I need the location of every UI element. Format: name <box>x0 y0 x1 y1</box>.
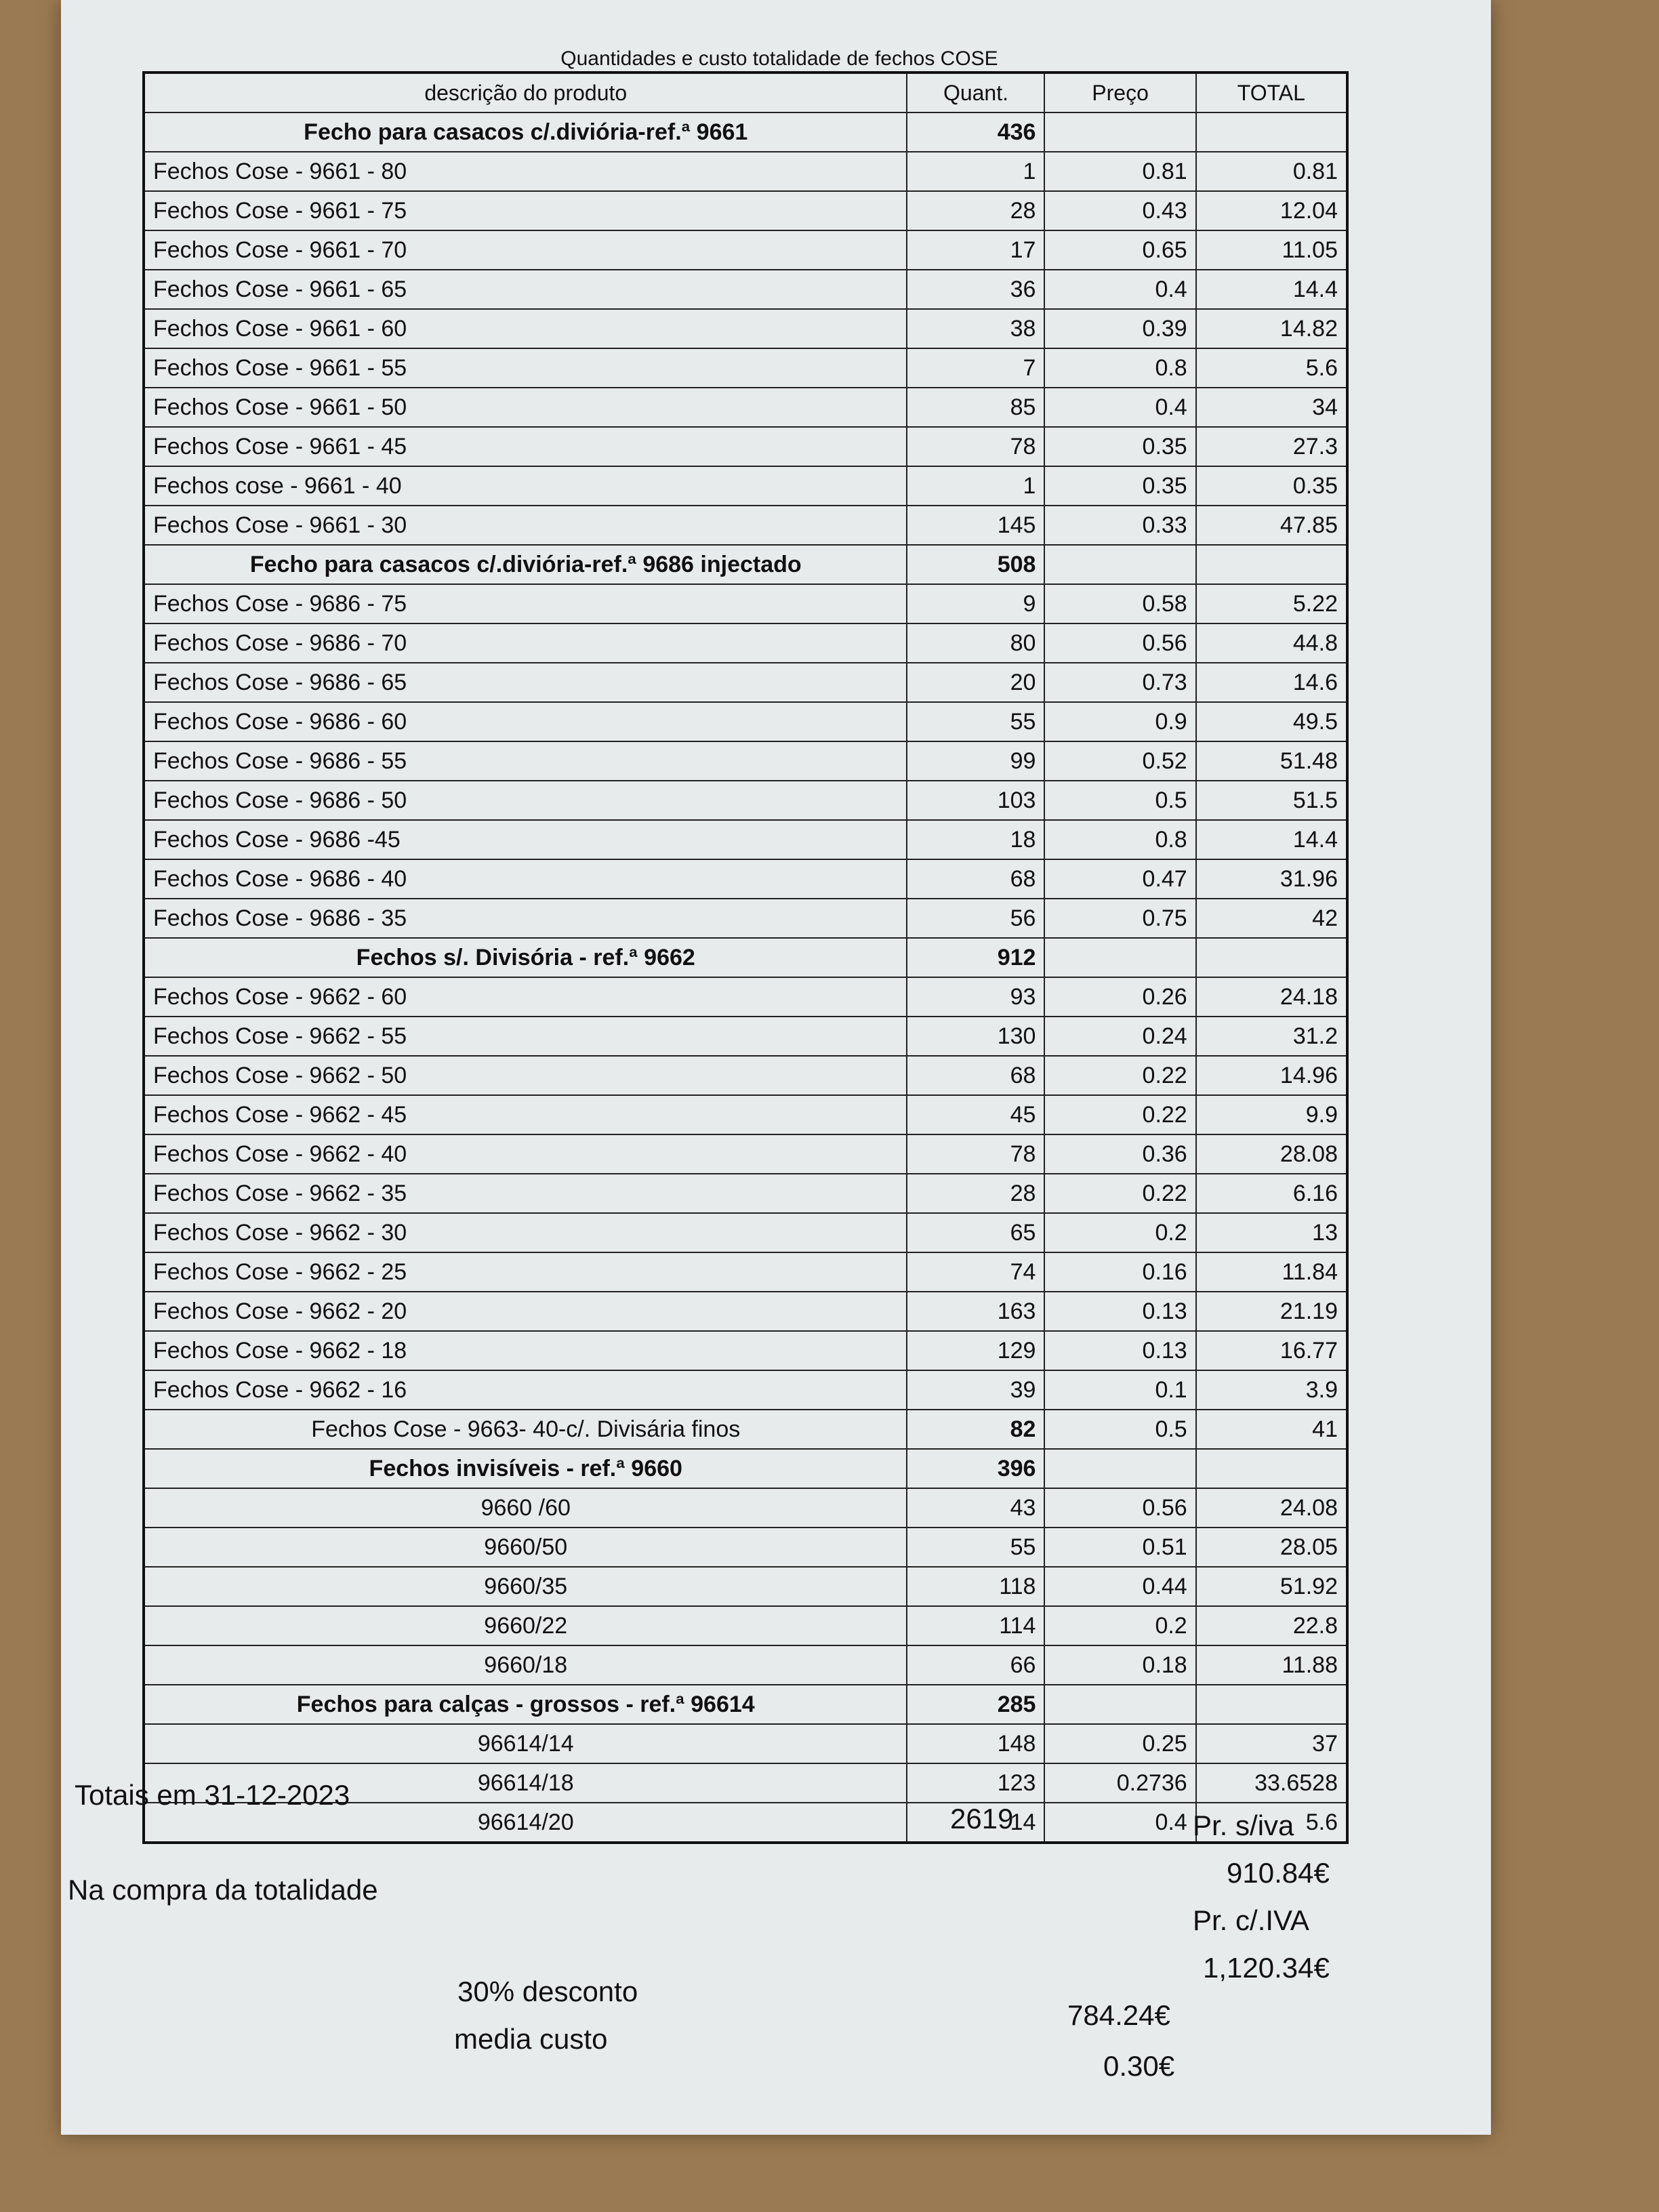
table-row <box>144 1252 1347 1292</box>
row-total: 11.84 <box>1196 1252 1347 1292</box>
header-description: descrição do produto <box>144 73 907 112</box>
row-quantity: 36 <box>907 270 1044 309</box>
row-price: 0.18 <box>1044 1645 1195 1685</box>
row-total: 0.81 <box>1196 152 1347 191</box>
table-body <box>144 112 1347 1843</box>
row-price: 0.25 <box>1044 1724 1195 1763</box>
row-price: 0.47 <box>1044 859 1195 899</box>
document-title: Quantidades e custo totalidade de fechos COSE <box>560 47 998 70</box>
section-row <box>144 1685 1347 1724</box>
table-row <box>144 623 1347 663</box>
row-price: 0.2 <box>1044 1606 1195 1645</box>
row-description: Fechos Cose - 9686 - 70 <box>144 623 907 663</box>
row-description: Fechos Cose - 9662 - 30 <box>144 1213 907 1252</box>
row-quantity: 7 <box>907 348 1044 388</box>
row-price <box>1044 1449 1195 1488</box>
table-row <box>144 1724 1347 1763</box>
table-row <box>144 1606 1347 1645</box>
row-total: 51.92 <box>1196 1567 1347 1606</box>
table-row <box>144 899 1347 938</box>
row-total: 5.6 <box>1196 1803 1347 1843</box>
row-description: Fechos Cose - 9661 - 80 <box>144 152 907 191</box>
row-price: 0.9 <box>1044 702 1195 741</box>
row-description: Fechos Cose - 9662 - 40 <box>144 1134 907 1174</box>
discount-label: 30% desconto <box>457 1975 638 2007</box>
table-row <box>144 230 1347 270</box>
document-sheet <box>61 0 1491 2135</box>
row-total: 28.08 <box>1196 1134 1347 1174</box>
row-total: 49.5 <box>1196 702 1347 741</box>
row-quantity: 45 <box>907 1095 1044 1134</box>
row-description: 9660/50 <box>144 1528 907 1567</box>
row-quantity: 508 <box>907 545 1044 584</box>
row-price: 0.8 <box>1044 820 1195 859</box>
row-total: 27.3 <box>1196 427 1347 466</box>
section-row <box>144 112 1347 152</box>
row-total: 51.5 <box>1196 781 1347 820</box>
section-row <box>144 1449 1347 1488</box>
row-total: 14.4 <box>1196 270 1347 309</box>
row-price: 0.43 <box>1044 191 1195 230</box>
table-row <box>144 1567 1347 1606</box>
row-description: Fechos Cose - 9662 - 16 <box>144 1370 907 1410</box>
row-quantity: 123 <box>907 1763 1044 1803</box>
table-header-row <box>144 73 1347 112</box>
row-total: 11.88 <box>1196 1645 1347 1685</box>
row-quantity: 396 <box>907 1449 1044 1488</box>
row-price: 0.44 <box>1044 1567 1195 1606</box>
price-no-vat-value: 910.84€ <box>1227 1857 1330 1889</box>
row-quantity: 82 <box>907 1410 1044 1449</box>
row-quantity: 39 <box>907 1370 1044 1410</box>
row-total: 6.16 <box>1196 1174 1347 1213</box>
row-quantity: 56 <box>907 899 1044 938</box>
row-description: 96614/14 <box>144 1724 907 1763</box>
row-total: 24.08 <box>1196 1488 1347 1528</box>
row-quantity: 43 <box>907 1488 1044 1528</box>
row-price <box>1044 112 1195 152</box>
row-quantity: 74 <box>907 1252 1044 1292</box>
row-quantity: 18 <box>907 820 1044 859</box>
header-total: TOTAL <box>1196 73 1347 112</box>
row-description: Fechos Cose - 9686 - 60 <box>144 702 907 741</box>
row-total: 44.8 <box>1196 623 1347 663</box>
row-price: 0.24 <box>1044 1017 1195 1056</box>
row-description: Fechos Cose - 9662 - 18 <box>144 1331 907 1370</box>
row-price: 0.13 <box>1044 1292 1195 1331</box>
row-price: 0.52 <box>1044 741 1195 781</box>
row-total: 14.4 <box>1196 820 1347 859</box>
row-total: 12.04 <box>1196 191 1347 230</box>
row-total: 21.19 <box>1196 1292 1347 1331</box>
row-description: 9660/22 <box>144 1606 907 1645</box>
totals-quantity: 2619 <box>950 1803 1014 1835</box>
table-row <box>144 859 1347 899</box>
row-total <box>1196 112 1347 152</box>
row-description: Fechos Cose - 9662 - 55 <box>144 1017 907 1056</box>
row-description: Fechos Cose - 9662 - 20 <box>144 1292 907 1331</box>
table-row <box>144 1134 1347 1174</box>
average-cost-value: 0.30€ <box>1103 2050 1175 2082</box>
table-row <box>144 977 1347 1017</box>
row-description: Fechos Cose - 9686 - 40 <box>144 859 907 899</box>
row-total: 5.22 <box>1196 584 1347 623</box>
row-description: Fechos Cose - 9661 - 60 <box>144 309 907 348</box>
row-price: 0.39 <box>1044 309 1195 348</box>
row-total: 14.6 <box>1196 663 1347 702</box>
row-quantity: 55 <box>907 1528 1044 1567</box>
row-quantity: 9 <box>907 584 1044 623</box>
table-row <box>144 348 1347 388</box>
row-price: 0.22 <box>1044 1095 1195 1134</box>
section-row <box>144 938 1347 977</box>
row-description: Fechos Cose - 9662 - 45 <box>144 1095 907 1134</box>
table-row <box>144 427 1347 466</box>
row-quantity: 66 <box>907 1645 1044 1685</box>
row-total <box>1196 1685 1347 1724</box>
row-total: 28.05 <box>1196 1528 1347 1567</box>
row-total: 9.9 <box>1196 1095 1347 1134</box>
discount-value: 784.24€ <box>1067 1999 1170 2031</box>
row-description: Fechos para calças - grossos - ref.ª 96614 <box>144 1685 907 1724</box>
row-total: 3.9 <box>1196 1370 1347 1410</box>
row-total: 42 <box>1196 899 1347 938</box>
row-price: 0.22 <box>1044 1056 1195 1095</box>
table-row <box>144 1017 1347 1056</box>
row-description: 9660/35 <box>144 1567 907 1606</box>
row-price: 0.73 <box>1044 663 1195 702</box>
table-row <box>144 466 1347 506</box>
row-price: 0.35 <box>1044 427 1195 466</box>
row-quantity: 78 <box>907 1134 1044 1174</box>
row-quantity: 285 <box>907 1685 1044 1724</box>
row-description: Fechos Cose - 9661 - 55 <box>144 348 907 388</box>
row-total <box>1196 545 1347 584</box>
row-quantity: 17 <box>907 230 1044 270</box>
price-no-vat-label: Pr. s/iva <box>1193 1809 1294 1841</box>
row-price: 0.33 <box>1044 506 1195 545</box>
row-price: 0.4 <box>1044 1803 1195 1843</box>
table-row <box>144 191 1347 230</box>
table-row <box>144 388 1347 427</box>
row-price: 0.8 <box>1044 348 1195 388</box>
products-table <box>142 71 1349 1844</box>
row-total: 16.77 <box>1196 1331 1347 1370</box>
row-quantity: 145 <box>907 506 1044 545</box>
table-row <box>144 152 1347 191</box>
row-price: 0.65 <box>1044 230 1195 270</box>
row-total: 41 <box>1196 1410 1347 1449</box>
table-row <box>144 1645 1347 1685</box>
row-price: 0.36 <box>1044 1134 1195 1174</box>
row-total: 31.96 <box>1196 859 1347 899</box>
row-price: 0.16 <box>1044 1252 1195 1292</box>
row-description: Fechos Cose - 9662 - 35 <box>144 1174 907 1213</box>
row-price <box>1044 1685 1195 1724</box>
row-description: Fechos Cose - 9662 - 25 <box>144 1252 907 1292</box>
row-quantity: 28 <box>907 191 1044 230</box>
header-price: Preço <box>1044 73 1195 112</box>
row-price: 0.4 <box>1044 270 1195 309</box>
row-quantity: 103 <box>907 781 1044 820</box>
row-quantity: 38 <box>907 309 1044 348</box>
row-description: Fecho para casacos c/.diviória-ref.ª 9661 <box>144 112 907 152</box>
table-row <box>144 1056 1347 1095</box>
row-quantity: 68 <box>907 1056 1044 1095</box>
row-total: 33.6528 <box>1196 1763 1347 1803</box>
row-quantity: 912 <box>907 938 1044 977</box>
table-row <box>144 584 1347 623</box>
table-row <box>144 702 1347 741</box>
row-price: 0.5 <box>1044 1410 1195 1449</box>
row-quantity: 114 <box>907 1606 1044 1645</box>
row-description: 96614/20 <box>144 1803 907 1843</box>
row-quantity: 28 <box>907 1174 1044 1213</box>
row-total: 31.2 <box>1196 1017 1347 1056</box>
row-price: 0.2 <box>1044 1213 1195 1252</box>
row-total: 14.82 <box>1196 309 1347 348</box>
full-purchase-label: Na compra da totalidade <box>68 1874 378 1906</box>
table-row <box>144 309 1347 348</box>
table-row <box>144 270 1347 309</box>
row-price: 0.2736 <box>1044 1763 1195 1803</box>
table-row <box>144 1174 1347 1213</box>
table-row <box>144 1488 1347 1528</box>
row-price: 0.81 <box>1044 152 1195 191</box>
row-total: 51.48 <box>1196 741 1347 781</box>
row-price: 0.1 <box>1044 1370 1195 1410</box>
row-price: 0.56 <box>1044 623 1195 663</box>
row-quantity: 14 <box>907 1803 1044 1843</box>
row-description: Fechos cose - 9661 - 40 <box>144 466 907 506</box>
row-quantity: 129 <box>907 1331 1044 1370</box>
row-price: 0.58 <box>1044 584 1195 623</box>
row-description: Fechos Cose - 9686 - 50 <box>144 781 907 820</box>
row-description: Fechos Cose - 9662 - 60 <box>144 977 907 1017</box>
row-total: 22.8 <box>1196 1606 1347 1645</box>
row-total: 37 <box>1196 1724 1347 1763</box>
row-total <box>1196 938 1347 977</box>
header-quantity: Quant. <box>907 73 1044 112</box>
row-price: 0.5 <box>1044 781 1195 820</box>
row-description: Fechos s/. Divisória - ref.ª 9662 <box>144 938 907 977</box>
price-vat-label: Pr. c/.IVA <box>1193 1904 1309 1936</box>
row-price: 0.13 <box>1044 1331 1195 1370</box>
row-price: 0.75 <box>1044 899 1195 938</box>
row-total: 34 <box>1196 388 1347 427</box>
row-total: 24.18 <box>1196 977 1347 1017</box>
row-total: 14.96 <box>1196 1056 1347 1095</box>
row-quantity: 436 <box>907 112 1044 152</box>
table-row <box>144 1213 1347 1252</box>
section-row <box>144 545 1347 584</box>
row-description: Fechos Cose - 9661 - 50 <box>144 388 907 427</box>
row-quantity: 130 <box>907 1017 1044 1056</box>
table-row <box>144 741 1347 781</box>
row-quantity: 55 <box>907 702 1044 741</box>
row-quantity: 80 <box>907 623 1044 663</box>
row-description: Fechos Cose - 9686 - 75 <box>144 584 907 623</box>
row-quantity: 99 <box>907 741 1044 781</box>
row-description: Fechos invisíveis - ref.ª 9660 <box>144 1449 907 1488</box>
row-description: Fechos Cose - 9662 - 50 <box>144 1056 907 1095</box>
row-quantity: 163 <box>907 1292 1044 1331</box>
row-description: Fechos Cose - 9661 - 70 <box>144 230 907 270</box>
table-row <box>144 1095 1347 1134</box>
row-quantity: 118 <box>907 1567 1044 1606</box>
table-row <box>144 820 1347 859</box>
row-description: Fecho para casacos c/.diviória-ref.ª 9686 injectado <box>144 545 907 584</box>
row-description: Fechos Cose - 9686 - 55 <box>144 741 907 781</box>
row-quantity: 1 <box>907 466 1044 506</box>
row-price: 0.4 <box>1044 388 1195 427</box>
row-description: 9660 /60 <box>144 1488 907 1528</box>
row-description: Fechos Cose - 9663- 40-c/. Divisária finos <box>144 1410 907 1449</box>
row-description: 96614/18 <box>144 1763 907 1803</box>
row-price <box>1044 545 1195 584</box>
row-quantity: 65 <box>907 1213 1044 1252</box>
row-description: Fechos Cose - 9686 - 65 <box>144 663 907 702</box>
row-total: 0.35 <box>1196 466 1347 506</box>
row-description: 9660/18 <box>144 1645 907 1685</box>
row-description: Fechos Cose - 9686 -45 <box>144 820 907 859</box>
row-price: 0.51 <box>1044 1528 1195 1567</box>
row-total: 11.05 <box>1196 230 1347 270</box>
row-description: Fechos Cose - 9686 - 35 <box>144 899 907 938</box>
row-total <box>1196 1449 1347 1488</box>
table-row <box>144 1410 1347 1449</box>
row-price: 0.26 <box>1044 977 1195 1017</box>
table-row <box>144 663 1347 702</box>
average-cost-label: media custo <box>454 2023 608 2055</box>
table-row <box>144 506 1347 545</box>
row-price: 0.22 <box>1044 1174 1195 1213</box>
row-description: Fechos Cose - 9661 - 65 <box>144 270 907 309</box>
row-description: Fechos Cose - 9661 - 30 <box>144 506 907 545</box>
row-quantity: 20 <box>907 663 1044 702</box>
row-quantity: 148 <box>907 1724 1044 1763</box>
table-row <box>144 1370 1347 1410</box>
row-price <box>1044 938 1195 977</box>
row-price: 0.56 <box>1044 1488 1195 1528</box>
row-total: 13 <box>1196 1213 1347 1252</box>
row-quantity: 68 <box>907 859 1044 899</box>
row-description: Fechos Cose - 9661 - 45 <box>144 427 907 466</box>
price-vat-value: 1,120.34€ <box>1203 1952 1330 1984</box>
row-quantity: 93 <box>907 977 1044 1017</box>
row-total: 5.6 <box>1196 348 1347 388</box>
row-total: 47.85 <box>1196 506 1347 545</box>
totals-label: Totais em 31-12-2023 <box>75 1779 350 1811</box>
row-price: 0.35 <box>1044 466 1195 506</box>
row-quantity: 78 <box>907 427 1044 466</box>
row-description: Fechos Cose - 9661 - 75 <box>144 191 907 230</box>
table-row <box>144 1528 1347 1567</box>
row-quantity: 85 <box>907 388 1044 427</box>
table-row <box>144 781 1347 820</box>
row-quantity: 1 <box>907 152 1044 191</box>
table-row <box>144 1292 1347 1331</box>
table-row <box>144 1331 1347 1370</box>
